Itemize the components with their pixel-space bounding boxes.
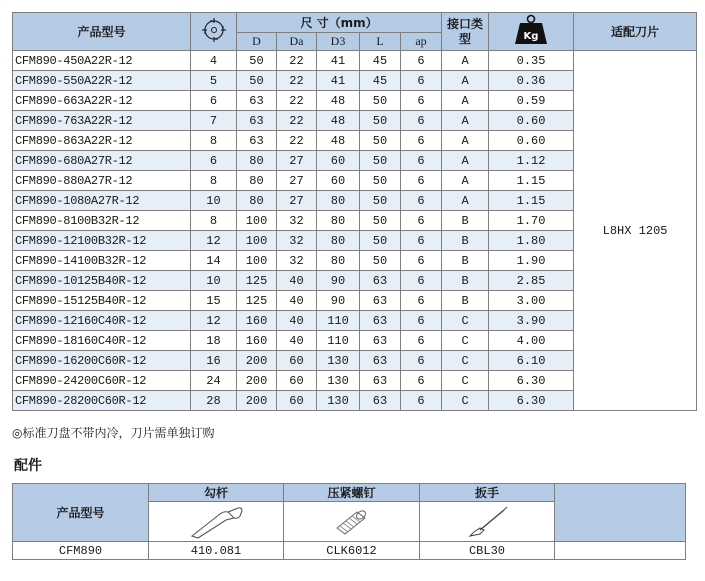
cell-Da: 40 <box>277 271 317 291</box>
cell-teeth: 6 <box>191 151 237 171</box>
cell-D3: 48 <box>317 131 360 151</box>
cell-ap: 6 <box>401 171 442 191</box>
teeth-count-icon <box>201 17 227 43</box>
cell-L: 63 <box>360 291 401 311</box>
acc-header-screw: 压紧螺钉 <box>284 484 420 502</box>
header-weight <box>489 13 574 51</box>
cell-weight: 1.90 <box>489 251 574 271</box>
cell-interface-type: C <box>442 371 489 391</box>
cell-Da: 27 <box>277 171 317 191</box>
cell-Da: 22 <box>277 91 317 111</box>
cell-D: 160 <box>237 331 277 351</box>
cell-Da: 27 <box>277 151 317 171</box>
cell-model: CFM890-18160C40R-12 <box>13 331 191 351</box>
acc-image-screw <box>284 502 420 542</box>
acc-value-hook: 410.081 <box>149 542 284 560</box>
cell-weight: 0.36 <box>489 71 574 91</box>
cell-weight: 4.00 <box>489 331 574 351</box>
cell-ap: 6 <box>401 51 442 71</box>
cell-D: 80 <box>237 171 277 191</box>
cell-interface-type: A <box>442 131 489 151</box>
acc-value-empty <box>555 542 686 560</box>
cell-D3: 130 <box>317 351 360 371</box>
cell-teeth: 5 <box>191 71 237 91</box>
cell-teeth: 4 <box>191 51 237 71</box>
cell-teeth: 12 <box>191 311 237 331</box>
cell-model: CFM890-450A22R-12 <box>13 51 191 71</box>
cell-interface-type: A <box>442 51 489 71</box>
cell-L: 50 <box>360 231 401 251</box>
cell-interface-type: B <box>442 271 489 291</box>
cell-D3: 60 <box>317 151 360 171</box>
header-interface-type: 接口类型 <box>442 13 489 51</box>
cell-D3: 41 <box>317 51 360 71</box>
cell-teeth: 24 <box>191 371 237 391</box>
subheader-Da: Da <box>277 33 317 51</box>
cell-L: 63 <box>360 331 401 351</box>
cell-model: CFM890-880A27R-12 <box>13 171 191 191</box>
weight-label: Kg <box>523 31 539 42</box>
cell-D: 100 <box>237 231 277 251</box>
cell-Da: 22 <box>277 51 317 71</box>
cell-interface-type: B <box>442 211 489 231</box>
cell-Da: 32 <box>277 251 317 271</box>
cell-ap: 6 <box>401 391 442 411</box>
cell-weight: 3.00 <box>489 291 574 311</box>
subheader-D: D <box>237 33 277 51</box>
cell-weight: 1.80 <box>489 231 574 251</box>
cell-D: 200 <box>237 351 277 371</box>
cell-D3: 48 <box>317 91 360 111</box>
cell-L: 50 <box>360 111 401 131</box>
cell-weight: 1.70 <box>489 211 574 231</box>
header-blade: 适配刀片 <box>574 13 697 51</box>
cell-interface-type: A <box>442 71 489 91</box>
cell-D: 200 <box>237 391 277 411</box>
cell-ap: 6 <box>401 191 442 211</box>
cell-ap: 6 <box>401 111 442 131</box>
hook-wrench-icon <box>186 504 246 540</box>
cell-D: 100 <box>237 211 277 231</box>
acc-header-wrench: 扳手 <box>420 484 555 502</box>
cell-L: 63 <box>360 351 401 371</box>
cell-D3: 48 <box>317 111 360 131</box>
cell-teeth: 28 <box>191 391 237 411</box>
cell-interface-type: C <box>442 331 489 351</box>
cell-model: CFM890-12100B32R-12 <box>13 231 191 251</box>
cell-ap: 6 <box>401 71 442 91</box>
cell-ap: 6 <box>401 231 442 251</box>
cell-model: CFM890-15125B40R-12 <box>13 291 191 311</box>
cell-weight: 3.90 <box>489 311 574 331</box>
product-table <box>12 12 697 411</box>
clamp-screw-icon <box>327 504 377 540</box>
cell-blade: L8HX 1205 <box>574 51 697 411</box>
cell-interface-type: A <box>442 191 489 211</box>
cell-D: 63 <box>237 91 277 111</box>
acc-image-wrench <box>420 502 555 542</box>
cell-interface-type: B <box>442 231 489 251</box>
cell-teeth: 8 <box>191 131 237 151</box>
subheader-L: L <box>360 33 401 51</box>
cell-ap: 6 <box>401 331 442 351</box>
cell-L: 50 <box>360 131 401 151</box>
cell-D: 80 <box>237 191 277 211</box>
cell-L: 50 <box>360 211 401 231</box>
cell-D: 63 <box>237 131 277 151</box>
cell-L: 63 <box>360 311 401 331</box>
cell-teeth: 8 <box>191 171 237 191</box>
cell-D: 125 <box>237 291 277 311</box>
cell-L: 50 <box>360 91 401 111</box>
cell-D3: 110 <box>317 331 360 351</box>
cell-model: CFM890-763A22R-12 <box>13 111 191 131</box>
acc-header-empty <box>555 484 686 542</box>
cell-ap: 6 <box>401 151 442 171</box>
cell-Da: 22 <box>277 131 317 151</box>
cell-L: 50 <box>360 151 401 171</box>
cell-L: 63 <box>360 271 401 291</box>
section-title: 配件 <box>14 458 42 474</box>
cell-D3: 80 <box>317 211 360 231</box>
cell-ap: 6 <box>401 291 442 311</box>
cell-L: 50 <box>360 171 401 191</box>
cell-model: CFM890-550A22R-12 <box>13 71 191 91</box>
cell-D3: 80 <box>317 251 360 271</box>
cell-Da: 60 <box>277 371 317 391</box>
cell-D3: 110 <box>317 311 360 331</box>
cell-interface-type: C <box>442 391 489 411</box>
cell-D3: 130 <box>317 391 360 411</box>
cell-ap: 6 <box>401 251 442 271</box>
cell-teeth: 6 <box>191 91 237 111</box>
cell-D: 50 <box>237 71 277 91</box>
cell-weight: 6.30 <box>489 391 574 411</box>
cell-interface-type: A <box>442 91 489 111</box>
cell-D: 160 <box>237 311 277 331</box>
cell-ap: 6 <box>401 91 442 111</box>
cell-model: CFM890-1080A27R-12 <box>13 191 191 211</box>
cell-D: 63 <box>237 111 277 131</box>
cell-teeth: 14 <box>191 251 237 271</box>
cell-weight: 0.60 <box>489 131 574 151</box>
cell-Da: 40 <box>277 291 317 311</box>
cell-Da: 40 <box>277 331 317 351</box>
acc-model: CFM890 <box>13 542 149 560</box>
cell-teeth: 16 <box>191 351 237 371</box>
footnote: ◎标准刀盘不带内冷，刀片需单独订购 <box>12 426 215 440</box>
weight-icon <box>512 14 550 46</box>
cell-Da: 32 <box>277 211 317 231</box>
cell-D: 50 <box>237 51 277 71</box>
cell-teeth: 18 <box>191 331 237 351</box>
cell-D3: 90 <box>317 271 360 291</box>
cell-interface-type: C <box>442 351 489 371</box>
header-teeth <box>191 13 237 51</box>
cell-D3: 130 <box>317 371 360 391</box>
cell-Da: 22 <box>277 71 317 91</box>
cell-weight: 6.30 <box>489 371 574 391</box>
cell-D: 100 <box>237 251 277 271</box>
cell-L: 50 <box>360 251 401 271</box>
cell-Da: 32 <box>277 231 317 251</box>
cell-interface-type: C <box>442 311 489 331</box>
cell-weight: 1.15 <box>489 171 574 191</box>
cell-D3: 60 <box>317 171 360 191</box>
cell-ap: 6 <box>401 351 442 371</box>
cell-model: CFM890-663A22R-12 <box>13 91 191 111</box>
cell-interface-type: A <box>442 171 489 191</box>
acc-image-hook <box>149 502 284 542</box>
cell-interface-type: A <box>442 151 489 171</box>
cell-model: CFM890-28200C60R-12 <box>13 391 191 411</box>
screwdriver-icon <box>462 504 512 540</box>
cell-D3: 80 <box>317 191 360 211</box>
cell-Da: 27 <box>277 191 317 211</box>
cell-weight: 6.10 <box>489 351 574 371</box>
cell-model: CFM890-14100B32R-12 <box>13 251 191 271</box>
cell-Da: 40 <box>277 311 317 331</box>
cell-weight: 0.59 <box>489 91 574 111</box>
accessories-table <box>12 483 686 560</box>
subheader-D3: D3 <box>317 33 360 51</box>
cell-weight: 0.35 <box>489 51 574 71</box>
cell-weight: 2.85 <box>489 271 574 291</box>
cell-interface-type: B <box>442 291 489 311</box>
cell-Da: 22 <box>277 111 317 131</box>
acc-value-screw: CLK6012 <box>284 542 420 560</box>
acc-header-hook: 勾杆 <box>149 484 284 502</box>
cell-teeth: 10 <box>191 191 237 211</box>
cell-model: CFM890-10125B40R-12 <box>13 271 191 291</box>
cell-teeth: 12 <box>191 231 237 251</box>
cell-teeth: 7 <box>191 111 237 131</box>
cell-L: 63 <box>360 371 401 391</box>
cell-ap: 6 <box>401 211 442 231</box>
cell-ap: 6 <box>401 371 442 391</box>
cell-teeth: 8 <box>191 211 237 231</box>
cell-weight: 1.15 <box>489 191 574 211</box>
cell-D: 80 <box>237 151 277 171</box>
cell-D: 200 <box>237 371 277 391</box>
header-model: 产品型号 <box>13 13 191 51</box>
cell-D3: 41 <box>317 71 360 91</box>
cell-model: CFM890-863A22R-12 <box>13 131 191 151</box>
cell-weight: 1.12 <box>489 151 574 171</box>
acc-value-wrench: CBL30 <box>420 542 555 560</box>
cell-ap: 6 <box>401 271 442 291</box>
cell-D3: 80 <box>317 231 360 251</box>
cell-L: 45 <box>360 51 401 71</box>
cell-L: 45 <box>360 71 401 91</box>
cell-model: CFM890-16200C60R-12 <box>13 351 191 371</box>
cell-teeth: 15 <box>191 291 237 311</box>
cell-model: CFM890-8100B32R-12 <box>13 211 191 231</box>
cell-model: CFM890-680A27R-12 <box>13 151 191 171</box>
subheader-ap: ap <box>401 33 442 51</box>
cell-Da: 60 <box>277 351 317 371</box>
cell-L: 63 <box>360 391 401 411</box>
cell-ap: 6 <box>401 131 442 151</box>
acc-header-model: 产品型号 <box>13 484 149 542</box>
cell-L: 50 <box>360 191 401 211</box>
table-row <box>13 51 697 71</box>
cell-teeth: 10 <box>191 271 237 291</box>
cell-model: CFM890-12160C40R-12 <box>13 311 191 331</box>
cell-model: CFM890-24200C60R-12 <box>13 371 191 391</box>
cell-ap: 6 <box>401 311 442 331</box>
cell-weight: 0.60 <box>489 111 574 131</box>
cell-interface-type: B <box>442 251 489 271</box>
cell-D: 125 <box>237 271 277 291</box>
header-dimensions: 尺 寸（mm） <box>237 13 442 33</box>
cell-D3: 90 <box>317 291 360 311</box>
cell-Da: 60 <box>277 391 317 411</box>
cell-interface-type: A <box>442 111 489 131</box>
